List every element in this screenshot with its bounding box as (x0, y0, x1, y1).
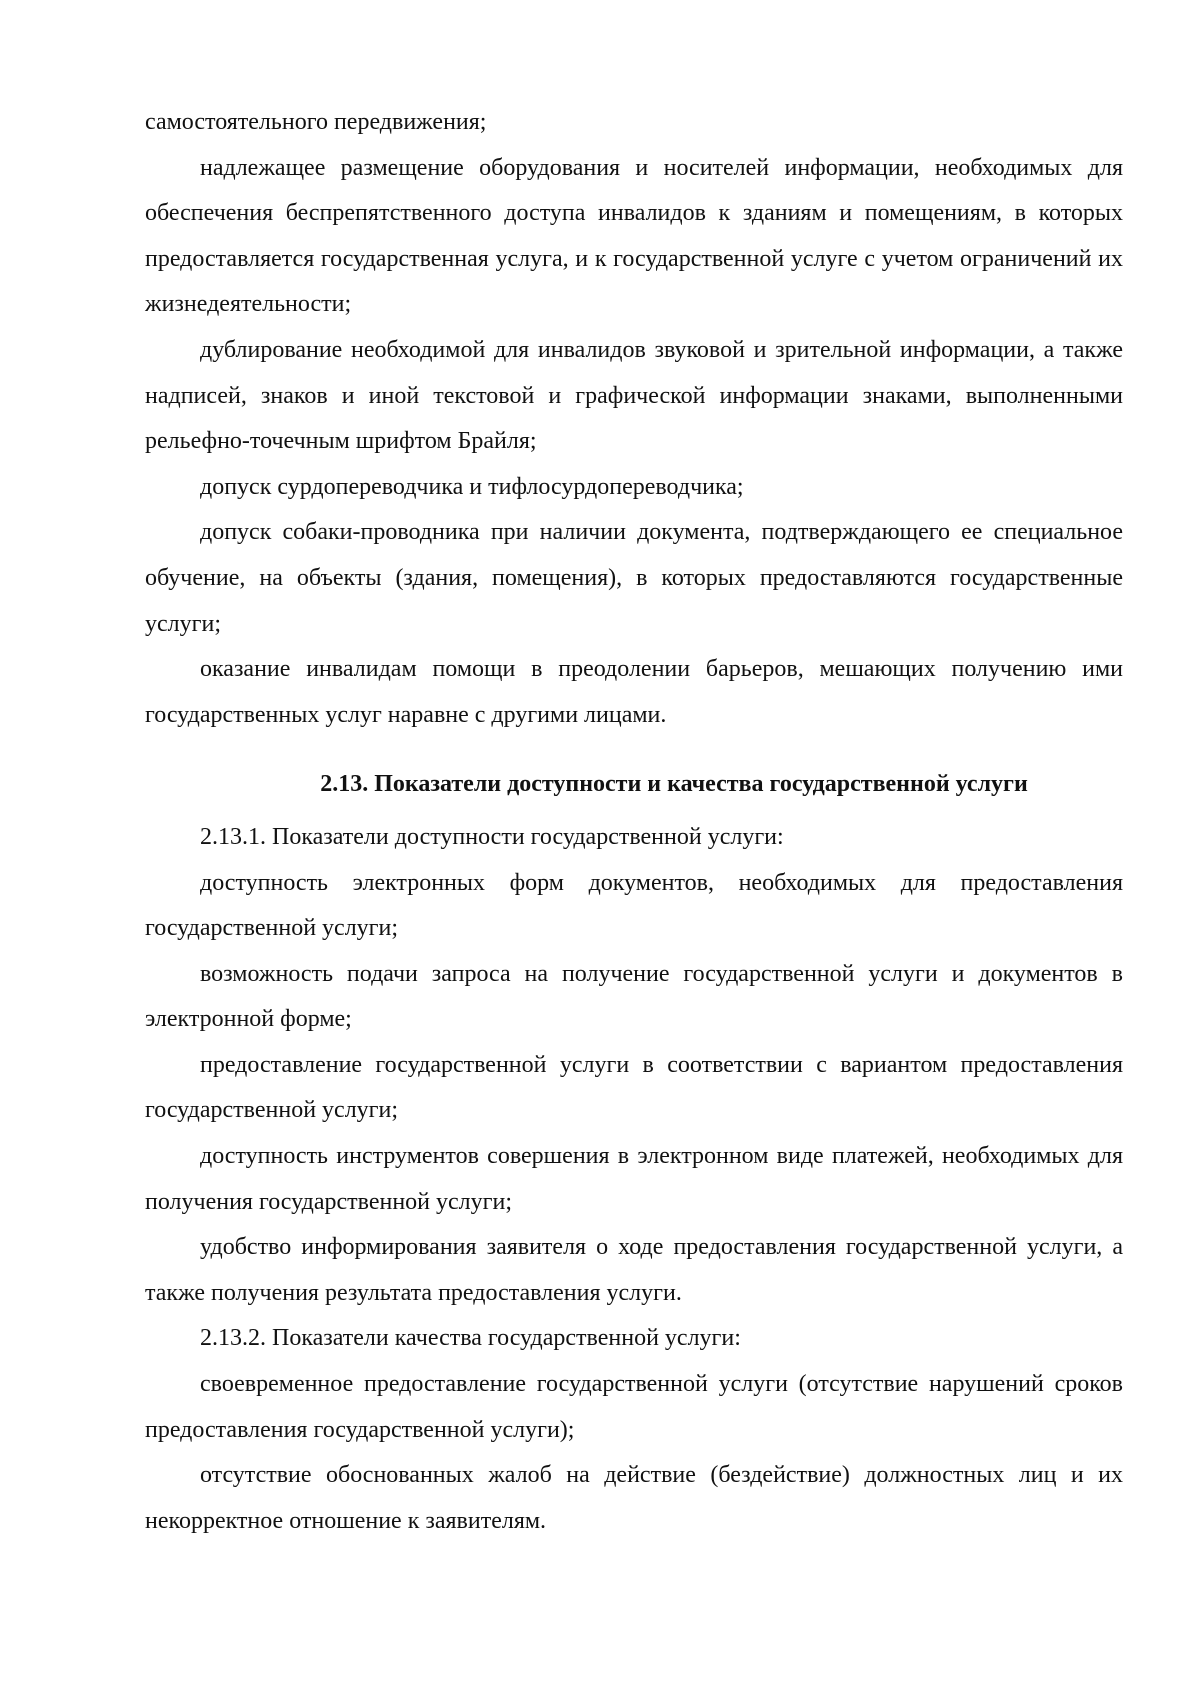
paragraph: оказание инвалидам помощи в преодолении барьеров, мешающих получению ими государственных услуг наравне с другими лицами. (145, 656, 1123, 728)
paragraph: допуск собаки-проводника при наличии документа, подтверждающего ее специальное обучение, на объекты (здания, помещения), в которых предоставляются государственные услуги; (145, 519, 1123, 637)
paragraph: надлежащее размещение оборудования и носителей информации, необходимых для обеспечения беспрепятственного доступа инвалидов к зданиям и помещениям, в которых предоставляется государственная услуга, и к государственной услуге с учетом ограничений их жизнедеятельности; (145, 154, 1123, 318)
spacer (145, 808, 1123, 815)
paragraph: отсутствие обоснованных жалоб на действие (бездействие) должностных лиц и их некорректное отношение к заявителям. (145, 1462, 1123, 1534)
document-page (145, 100, 1123, 1544)
paragraph: допуск сурдопереводчика и тифлосурдопереводчика; (200, 473, 744, 500)
paragraph: доступность инструментов совершения в электронном виде платежей, необходимых для получения государственной услуги; (145, 1143, 1123, 1215)
paragraph: 2.13.2. Показатели качества государственной услуги: (200, 1325, 741, 1352)
paragraph: предоставление государственной услуги в соответствии с вариантом предоставления государственной услуги; (145, 1051, 1123, 1124)
paragraph: дублирование необходимой для инвалидов звуковой и зрительной информации, а также надписей, знаков и иной текстовой и графической информации знаками, выполненными рельефно-точечным шрифтом Брайля; (145, 336, 1123, 455)
paragraph-continuation: самостоятельного передвижения; (145, 109, 487, 135)
paragraph: удобство информирования заявителя о ходе предоставления государственной услуги, а также получения результата предоставления услуги. (145, 1234, 1123, 1306)
paragraph: своевременное предоставление государственной услуги (отсутствие нарушений сроков предоставления государственной услуги); (145, 1371, 1123, 1443)
paragraph: 2.13.1. Показатели доступности государственной услуги: (200, 823, 784, 850)
paragraph: доступность электронных форм документов, необходимых для предоставления государственной услуги; (145, 869, 1123, 942)
paragraph: возможность подачи запроса на получение государственной услуги и документов в электронной форме; (145, 960, 1123, 1033)
spacer (145, 738, 1123, 762)
section-heading: 2.13. Показатели доступности и качества государственной услуги (320, 771, 1028, 798)
